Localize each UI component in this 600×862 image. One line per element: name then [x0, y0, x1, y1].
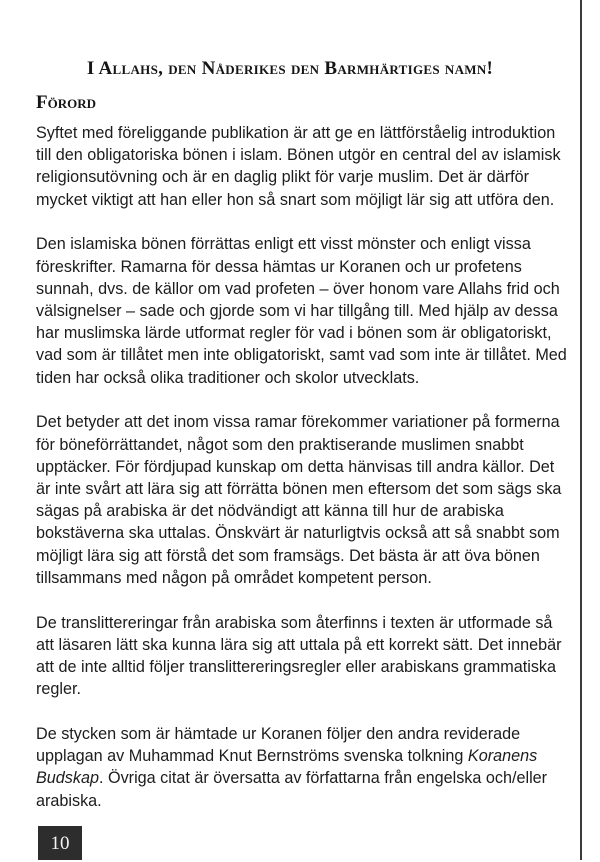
paragraph: De translittereringar från arabiska som återfinns i texten är utformade så att läsaren lätt ska kunna lära sig att uttala på ett korrekt sätt. Det innebär att de inte alltid följer translittereringsregler eller arabiskans grammatiska regler. — [36, 613, 562, 699]
page-title: I Allahs, den Nåderikes den Barmhärtiges namn! — [86, 58, 494, 79]
body-text — [36, 122, 570, 834]
paragraph: Den islamiska bönen förrättas enligt ett visst mönster och enligt vissa föreskrifter. Ramarna för dessa hämtas ur Koranen och ur profetens sunnah, dvs. de källor om vad profeten – över honom vare Allahs frid och välsignelser – sade och gjorde som vi har tillgång till. Med hjälp av dessa har muslimska lärde utformat regler för vad i bönen som är obligatoriskt, vad som är tillåtet men inte obligatoriskt, samt vad som inte är tillåtet. Med tiden har också olika traditioner och skolor utvecklats. — [36, 235, 567, 387]
page-number: 10 — [38, 826, 82, 860]
paragraph-text: . Övriga citat är översatta av författarna från engelska och/eller arabiska. — [36, 769, 548, 810]
paragraph — [36, 723, 570, 812]
section-heading: Förord — [36, 92, 96, 113]
paragraph-text: De stycken som är hämtade ur Koranen följer den andra reviderade upplagan av Muhammad Knut Bernströms svenska tolkning — [36, 725, 521, 766]
book-title-italic: Koranens Budskap — [36, 747, 538, 788]
book-spine-line — [580, 0, 582, 860]
paragraph: Det betyder att det inom vissa ramar förekommer variationer på formerna för böneförrättandet, något som den praktiserande muslimen snabbt upptäcker. För fördjupad kunskap om detta hänvisas till andra källor. Det är inte svårt att lära sig att förrätta bönen men eftersom det som sägs ska sägas på arabiska är det nödvändigt att känna till hur de arabiska bokstäverna ska uttalas. Önskvärt är naturligtvis också att så snabbt som möjligt lära sig att förstå det som framsägs. Det bästa är att öva bönen tillsammans med någon på området kompetent person. — [36, 413, 562, 587]
paragraph: Syftet med föreliggande publikation är att ge en lättförståelig introduktion till den obligatoriska bönen i islam. Bönen utgör en central del av islamisk religionsutövning och är en daglig plikt för varje muslim. Det är därför mycket viktigt att han eller hon så snart som möjligt lär sig att utföra den. — [36, 124, 561, 209]
